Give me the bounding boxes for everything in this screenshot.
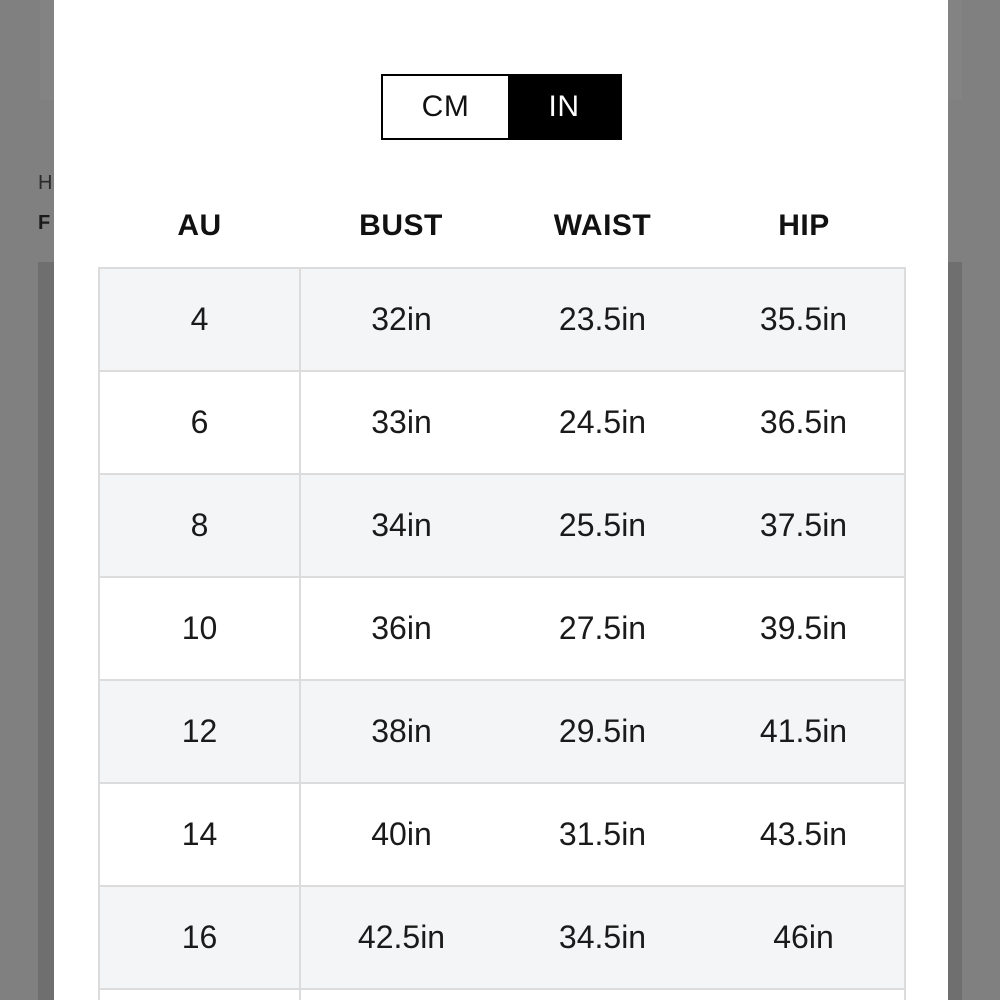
cell-waist: 27.5in [502,577,703,680]
cell-au-size: 12 [99,680,300,783]
cell-waist: 29.5in [502,680,703,783]
cell-hip [703,989,905,1000]
cell-bust: 42.5in [300,886,502,989]
table-row [99,680,905,783]
background-product-title: F [38,212,51,234]
cell-bust: 38in [300,680,502,783]
cell-hip: 36.5in [703,371,905,474]
cell-waist: 25.5in [502,474,703,577]
cell-bust: 34in [300,474,502,577]
table-row [99,783,905,886]
cell-hip: 39.5in [703,577,905,680]
cell-bust: 40in [300,783,502,886]
cell-bust: 36in [300,577,502,680]
cell-bust [300,989,502,1000]
cell-au-size: 6 [99,371,300,474]
cell-hip: 37.5in [703,474,905,577]
table-row [99,886,905,989]
unit-in-button[interactable]: IN [508,76,620,138]
cell-hip: 35.5in [703,268,905,371]
cell-au-size: 14 [99,783,300,886]
table-header-row [99,185,905,268]
cell-au-size: 8 [99,474,300,577]
cell-au-size: 4 [99,268,300,371]
table-row [99,268,905,371]
cell-waist: 23.5in [502,268,703,371]
unit-cm-button[interactable]: CM [383,76,508,138]
cell-waist [502,989,703,1000]
header-waist: WAIST [553,209,652,242]
size-guide-modal [54,0,948,1000]
cell-hip: 41.5in [703,680,905,783]
header-hip: HIP [778,209,830,242]
cell-au-size: 10 [99,577,300,680]
header-bust: BUST [359,209,443,242]
table-row [99,989,905,1000]
cell-hip: 43.5in [703,783,905,886]
header-au: AU [177,209,222,242]
table-row [99,577,905,680]
table-row [99,371,905,474]
background-breadcrumb: H [38,172,53,194]
cell-bust: 33in [300,371,502,474]
size-chart-table [98,185,906,1000]
cell-waist: 24.5in [502,371,703,474]
cell-au-size: 16 [99,886,300,989]
cell-waist: 31.5in [502,783,703,886]
table-row [99,474,905,577]
cell-au-size [99,989,300,1000]
cell-waist: 34.5in [502,886,703,989]
unit-toggle [381,74,622,140]
cell-hip: 46in [703,886,905,989]
cell-bust: 32in [300,268,502,371]
